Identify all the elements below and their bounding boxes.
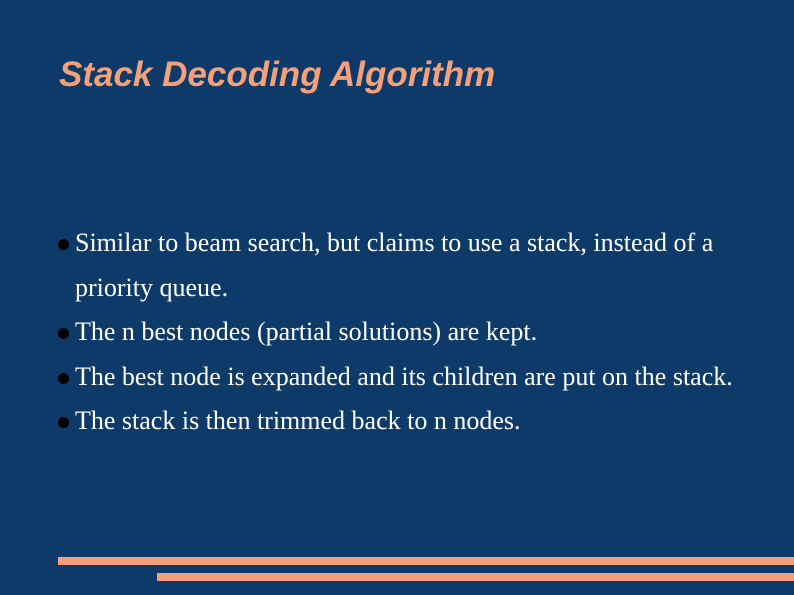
bullet-dot-icon bbox=[58, 373, 69, 384]
bullet-item bbox=[0, 355, 735, 400]
bullet-dot-icon bbox=[58, 239, 69, 250]
bullet-item bbox=[0, 399, 735, 444]
decorative-rule-bottom bbox=[157, 573, 794, 581]
bullet-item bbox=[0, 221, 735, 310]
decorative-rule-top bbox=[58, 557, 794, 565]
bullet-text: The n best nodes (partial solutions) are kept. bbox=[75, 317, 538, 346]
bullet-item bbox=[0, 310, 735, 355]
bullet-text: Similar to beam search, but claims to use a stack, instead of a priority queue. bbox=[75, 228, 714, 302]
bullet-dot-icon bbox=[58, 417, 69, 428]
bullet-list bbox=[0, 221, 794, 444]
bullet-dot-icon bbox=[58, 328, 69, 339]
slide-title: Stack Decoding Algorithm bbox=[59, 55, 496, 94]
bullet-text: The best node is expanded and its children are put on the stack. bbox=[75, 361, 733, 391]
bullet-text: The stack is then trimmed back to n nodes. bbox=[75, 406, 521, 435]
